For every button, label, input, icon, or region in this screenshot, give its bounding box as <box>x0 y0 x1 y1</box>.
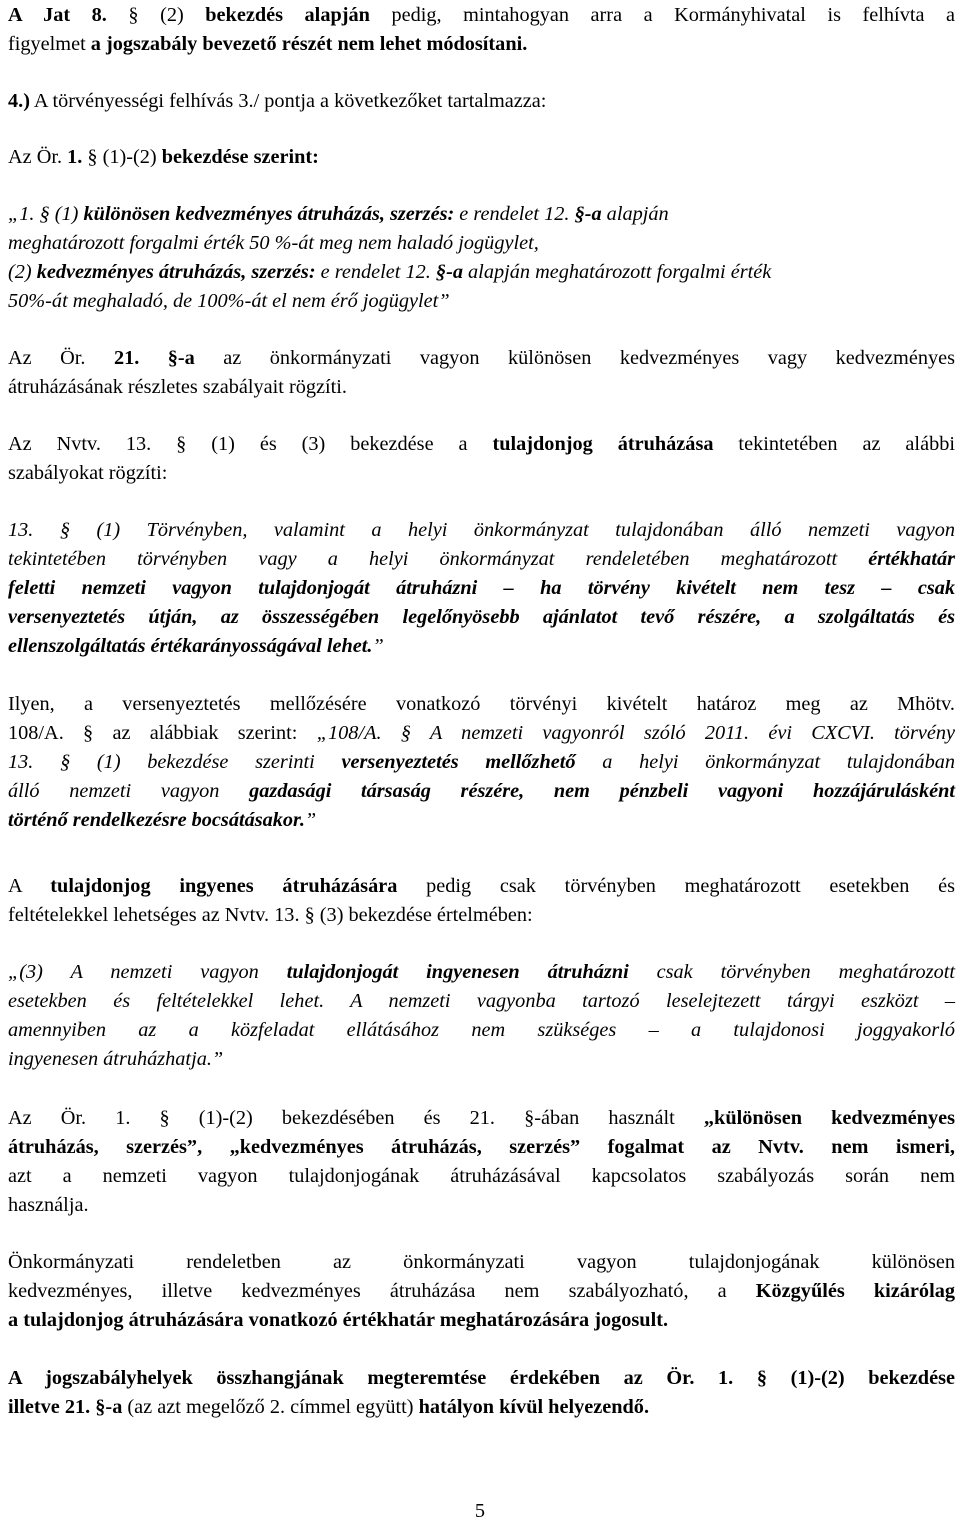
doc-line: A tulajdonjog ingyenes átruházására pedig csak törvényben meghatározott esetekben és <box>8 875 955 897</box>
doc-line: kedvezményes, illetve kedvezményes átruházása nem szabályozható, a Közgyűlés kizárólag <box>8 1280 955 1302</box>
doc-line: Az Ör. 1. § (1)-(2) bekezdésében és 21. §-ában használt „különösen kedvezményes <box>8 1107 955 1129</box>
doc-line: átruházásának részletes szabályait rögzíti. <box>8 376 347 398</box>
doc-line: Ilyen, a versenyeztetés mellőzésére vonatkozó törvényi kivételt határoz meg az Mhötv. <box>8 693 955 715</box>
doc-line: versenyeztetés útján, az összességében legelőnyösebb ajánlatot tevő részére, a szolgáltatás és <box>8 606 955 628</box>
doc-line: figyelmet a jogszabály bevezető részét nem lehet módosítani. <box>8 33 528 55</box>
doc-line: történő rendelkezésre bocsátásakor.” <box>8 809 317 831</box>
doc-line: ellenszolgáltatás értékarányosságával lehet.” <box>8 635 384 657</box>
doc-line: feltételekkel lehetséges az Nvtv. 13. § (3) bekezdése értelmében: <box>8 904 533 926</box>
page-number: 5 <box>474 1500 486 1522</box>
doc-line: meghatározott forgalmi érték 50 %-át meg nem haladó jogügylet, <box>8 232 539 254</box>
doc-line: álló nemzeti vagyon gazdasági társaság részére, nem pénzbeli vagyoni hozzájárulásként <box>8 780 955 802</box>
doc-line: (2) kedvezményes átruházás, szerzés: e rendelet 12. §-a alapján meghatározott forgalmi érték <box>8 261 772 283</box>
doc-line: illetve 21. §-a (az azt megelőző 2. címmel együtt) hatályon kívül helyezendő. <box>8 1396 650 1418</box>
doc-line: Önkormányzati rendeletben az önkormányzati vagyon tulajdonjogának különösen <box>8 1251 955 1273</box>
doc-line: feletti nemzeti vagyon tulajdonjogát átruházni – ha törvény kivételt nem tesz – csak <box>8 577 955 599</box>
doc-line: Az Nvtv. 13. § (1) és (3) bekezdése a tulajdonjog átruházása tekintetében az alábbi <box>8 433 955 455</box>
doc-line: 13. § (1) bekezdése szerinti versenyeztetés mellőzhető a helyi önkormányzat tulajdonában <box>8 751 955 773</box>
doc-line: 4.) A törvényességi felhívás 3./ pontja a következőket tartalmazza: <box>8 90 547 112</box>
doc-line: „1. § (1) különösen kedvezményes átruházás, szerzés: e rendelet 12. §-a alapján <box>8 203 669 225</box>
doc-line: használja. <box>8 1194 89 1216</box>
doc-line: A jogszabályhelyek összhangjának megteremtése érdekében az Ör. 1. § (1)-(2) bekezdése <box>8 1367 955 1389</box>
doc-line: 50%-át meghaladó, de 100%-át el nem érő jogügylet” <box>8 290 450 312</box>
doc-line: azt a nemzeti vagyon tulajdonjogának átruházásával kapcsolatos szabályozás során nem <box>8 1165 955 1187</box>
doc-line: esetekben és feltételekkel lehet. A nemzeti vagyonba tartozó leselejtezett tárgyi eszközt – <box>8 990 955 1012</box>
doc-line: Az Ör. 1. § (1)-(2) bekezdése szerint: <box>8 146 319 168</box>
doc-line: A Jat 8. § (2) bekezdés alapján pedig, mintahogyan arra a Kormányhivatal is felhívta a <box>8 4 956 26</box>
doc-line: Az Ör. 21. §-a az önkormányzati vagyon különösen kedvezményes vagy kedvezményes <box>8 347 955 369</box>
doc-line: tekintetében törvényben vagy a helyi önkormányzat rendeletében meghatározott értékhatár <box>8 548 955 570</box>
doc-line: „(3) A nemzeti vagyon tulajdonjogát ingyenesen átruházni csak törvényben meghatározott <box>8 961 955 983</box>
doc-line: 13. § (1) Törvényben, valamint a helyi önkormányzat tulajdonában álló nemzeti vagyon <box>8 519 955 541</box>
doc-line: a tulajdonjog átruházására vonatkozó értékhatár meghatározására jogosult. <box>8 1309 669 1331</box>
doc-line: 108/A. § az alábbiak szerint: „108/A. § A nemzeti vagyonról szóló 2011. évi CXCVI. törvény <box>8 722 955 744</box>
doc-line: ingyenesen átruházhatja.” <box>8 1048 224 1070</box>
doc-line: amennyiben az a közfeladat ellátásához nem szükséges – a tulajdonosi joggyakorló <box>8 1019 955 1041</box>
doc-line: szabályokat rögzíti: <box>8 462 168 484</box>
doc-line: átruházás, szerzés”, „kedvezményes átruházás, szerzés” fogalmat az Nvtv. nem ismeri, <box>8 1136 955 1158</box>
